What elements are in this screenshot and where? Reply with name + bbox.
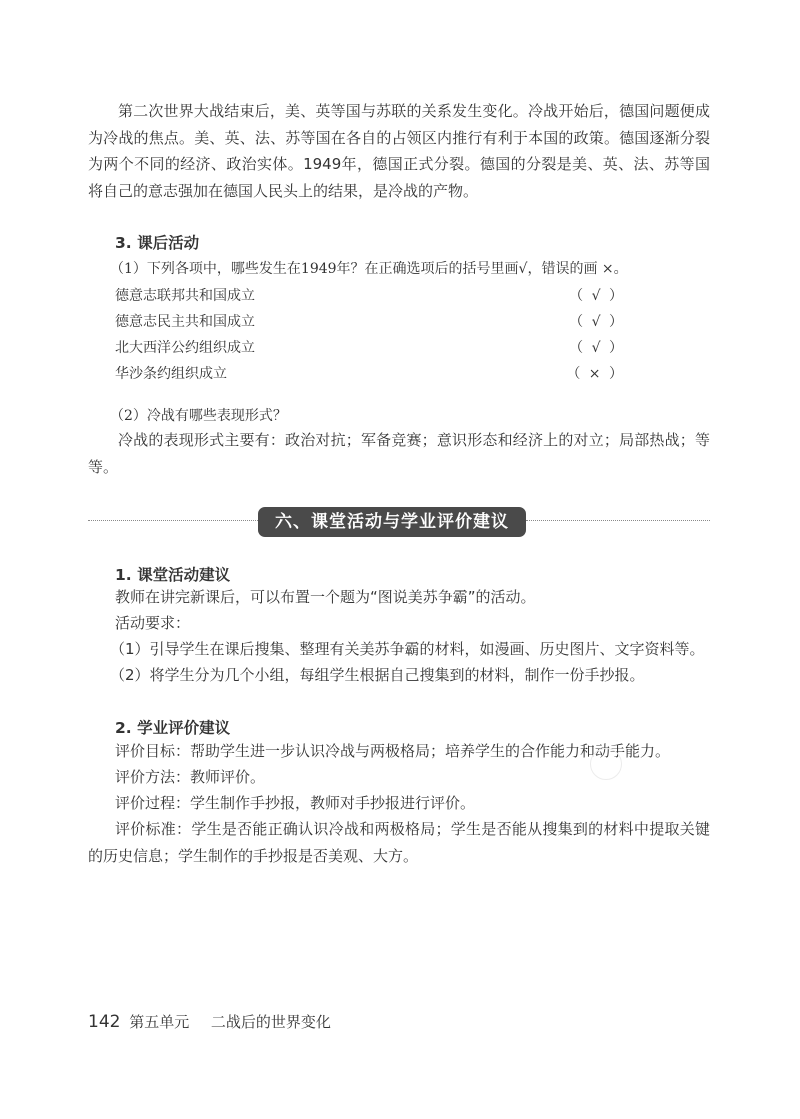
answer-item-label: 德意志联邦共和国成立 bbox=[115, 288, 255, 304]
answer-row bbox=[115, 311, 625, 335]
answer-row bbox=[115, 337, 625, 361]
section-divider-right bbox=[526, 520, 710, 521]
activity-answer-2: 冷战的表现形式主要有：政治对抗；军备竞赛；意识形态和经济上的对立；局部热战；等等。 bbox=[88, 431, 710, 476]
answer-row bbox=[115, 285, 625, 309]
classroom-line: （2）将学生分为几个小组，每组学生根据自己搜集到的材料，制作一份手抄报。 bbox=[110, 666, 645, 684]
section-divider-left bbox=[88, 520, 258, 521]
evaluation-heading: 2. 学业评价建议 bbox=[115, 719, 231, 737]
activity-question-1: （1）下列各项中，哪些发生在1949年？在正确选项后的括号里画√，错误的画 ×。 bbox=[110, 261, 628, 277]
evaluation-line: 评价标准：学生是否能正确认识冷战和两极格局；学生是否能从搜集到的材料中提取关键的历史信息；学生制作的手抄报是否美观、大方。 bbox=[88, 820, 710, 865]
evaluation-line: 评价方法：教师评价。 bbox=[115, 768, 266, 786]
classroom-line: 活动要求： bbox=[115, 614, 191, 632]
evaluation-line: 评价过程：学生制作手抄报，教师对手抄报进行评价。 bbox=[115, 794, 476, 812]
classroom-line: （1）引导学生在课后搜集、整理有关美苏争霸的材料，如漫画、历史图片、文字资料等。 bbox=[110, 640, 705, 658]
answer-item-label: 德意志民主共和国成立 bbox=[115, 314, 255, 330]
answer-item-label: 华沙条约组织成立 bbox=[115, 366, 227, 382]
answer-mark: （ √ ） bbox=[569, 288, 625, 304]
page-number: 142 bbox=[88, 1012, 121, 1032]
section-title-badge: 六、课堂活动与学业评价建议 bbox=[258, 507, 526, 537]
answer-row bbox=[115, 363, 625, 387]
registered-mark-icon bbox=[590, 748, 622, 780]
intro-paragraph: 第二次世界大战结束后，美、英等国与苏联的关系发生变化。冷战开始后，德国问题便成为冷战的焦点。美、英、法、苏等国在各自的占领区内推行有利于本国的政策。德国逐渐分裂为两个不同的经济、政治实体。1949年，德国正式分裂。德国的分裂是美、英、法、苏等国将自己的意志强加在德国人民头上的结果，是冷战的产物。 bbox=[88, 102, 710, 200]
answer-mark: （ √ ） bbox=[569, 314, 625, 330]
page-footer bbox=[88, 1011, 331, 1032]
footer-unit: 第五单元 bbox=[129, 1013, 190, 1031]
classroom-heading: 1. 课堂活动建议 bbox=[115, 566, 231, 584]
activity-question-2: （2）冷战有哪些表现形式？ bbox=[110, 408, 287, 424]
activity-heading: 3. 课后活动 bbox=[115, 234, 200, 252]
answer-item-label: 北大西洋公约组织成立 bbox=[115, 340, 255, 356]
classroom-line: 教师在讲完新课后，可以布置一个题为“图说美苏争霸”的活动。 bbox=[115, 588, 536, 606]
footer-unit-title: 二战后的世界变化 bbox=[210, 1013, 331, 1031]
evaluation-line: 评价目标：帮助学生进一步认识冷战与两极格局；培养学生的合作能力和动手能力。 bbox=[115, 742, 671, 760]
answer-mark: （ √ ） bbox=[569, 340, 625, 356]
answer-mark: （ × ） bbox=[566, 366, 625, 382]
